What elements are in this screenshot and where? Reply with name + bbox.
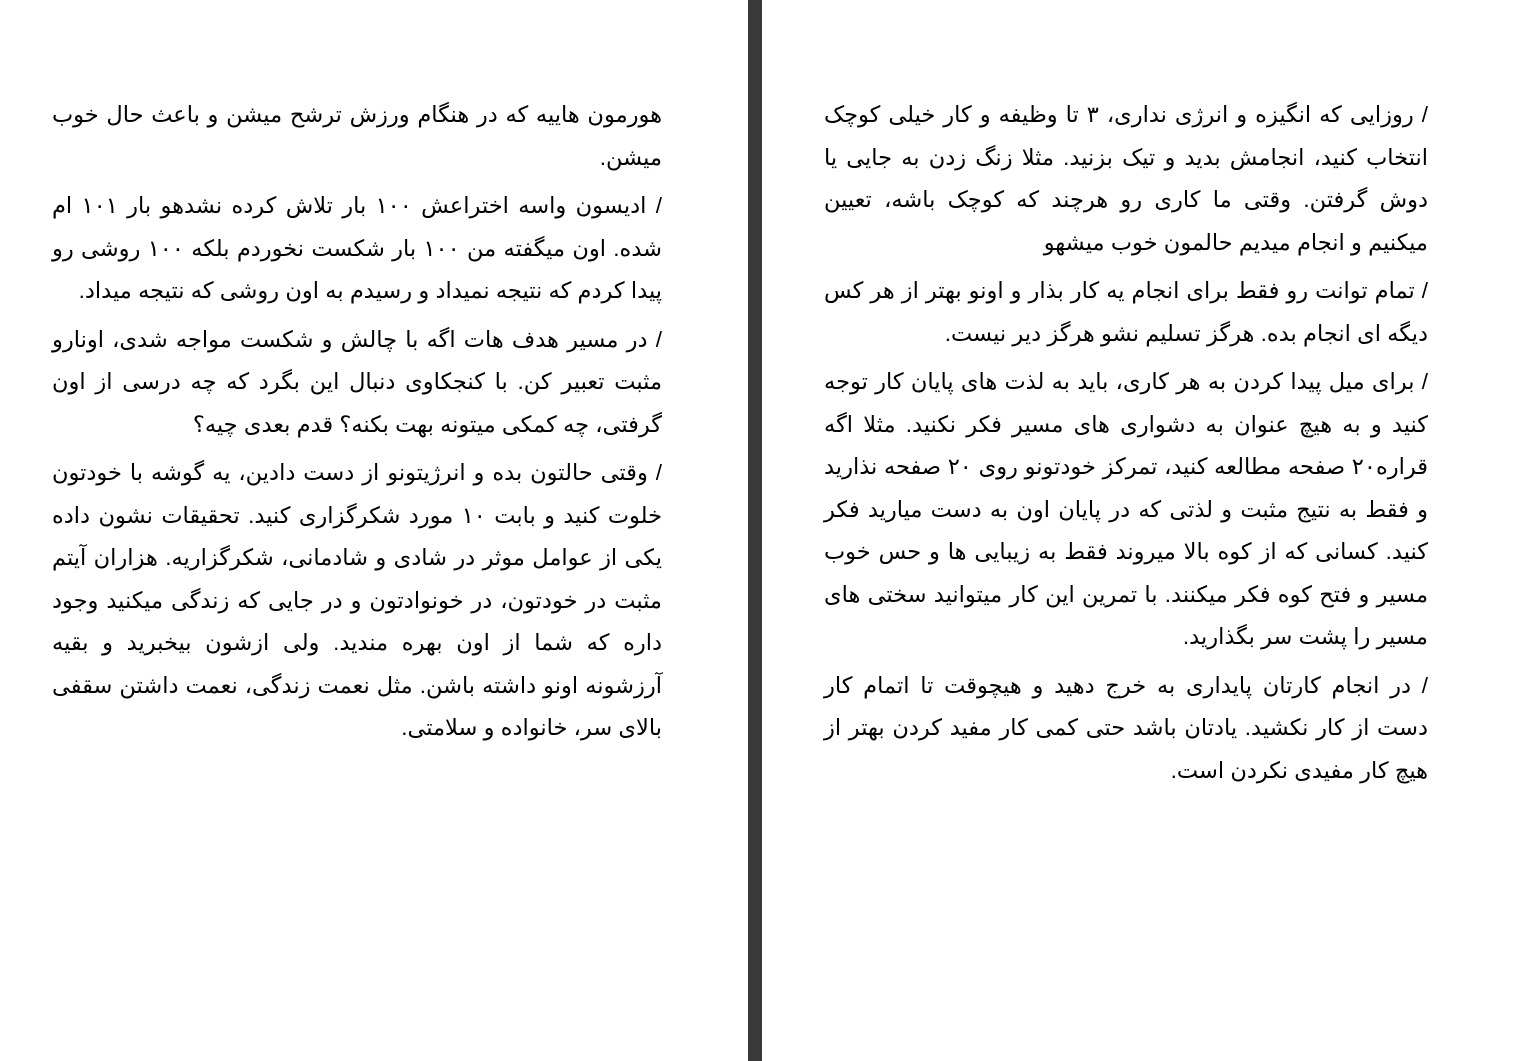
left-page: [0, 0, 748, 1061]
left-paragraph-4: / وقتی حالتون بده و انرژیتونو از دست دادین، یه گوشه با خودتون خلوت کنید و بابت ۱۰ مورد شکرگزاری کنید. تحقیقات نشون داده یکی از عوامل موثر در شادی و شادمانی، شکرگزاریه. هزاران آیتم مثبت در خودتون، در خونوادتون و در جایی که زندگی میکنید وجود داره که شما از اون بهره مندید. ولی ازشون بیخبرید و بقیه آرزشونه اونو داشته باشن. مثل نعمت زندگی، نعمت داشتن سقفی بالای سر، خانواده و سلامتی.: [52, 460, 663, 740]
left-paragraph-2: / ادیسون واسه اختراعش ۱۰۰ بار تلاش کرده نشدهو بار ۱۰۱ ام شده. اون میگفته من ۱۰۰ بار شکست نخوردم بلکه ۱۰۰ روشی رو پیدا کردم که نتیجه نمیداد و رسیدم به اون روشی که نتیجه میداد.: [52, 193, 663, 303]
right-paragraph-1: / روزایی که انگیزه و انرژی نداری، ۳ تا وظیفه و کار خیلی کوچک انتخاب کنید، انجامش بدید و تیک بزنید. مثلا زنگ زدن به جایی یا دوش گرفتن. وقتی ما کاری رو هرچند که کوچک باشه، تعیین میکنیم و انجام میدیم حالمون خوب میشهو: [824, 102, 1428, 255]
right-paragraph-3: / برای میل پیدا کردن به هر کاری، باید به لذت های پایان کار توجه کنید و به هیچ عنوان به دشواری های مسیر فکر نکنید. مثلا اگه قراره۲۰ صفحه مطالعه کنید، تمرکز خودتونو روی ۲۰ صفحه نذارید و فقط به نتیج مثبت و لذتی که در پایان اون به دست میارید فکر کنید. کسانی که از کوه بالا میروند فقط به زیبایی ها و حس خوب مسیر و فتح کوه فکر میکنند. با تمرین این کار میتوانید سختی های مسیر را پشت سر بگذارید.: [824, 369, 1429, 649]
right-paragraph-2: / تمام توانت رو فقط برای انجام یه کار بذار و اونو بهتر از هر کس دیگه ای انجام بده. هرگز تسلیم نشو هرگز دیر نیست.: [824, 278, 1428, 346]
page-gutter-divider: [748, 0, 762, 1061]
right-page-text: [824, 94, 1428, 798]
left-page-text: [52, 94, 662, 756]
right-page: [762, 0, 1513, 1061]
right-paragraph-4: / در انجام کارتان پایداری به خرج دهید و هیچوقت تا اتمام کار دست از کار نکشید. یادتان باشد حتی کمی کار مفید کردن بهتر از هیچ کار مفیدی نکردن است.: [824, 672, 1428, 783]
left-paragraph-3: / در مسیر هدف هات اگه با چالش و شکست مواجه شدی، اونارو مثبت تعبیر کن. با کنجکاوی دنبال این بگرد که چه درسی از اون گرفتی، چه کمکی میتونه بهت بکنه؟ قدم بعدی چیه؟: [52, 326, 662, 437]
left-paragraph-1: هورمون هاییه که در هنگام ورزش ترشح میشن و باعث حال خوب میشن.: [52, 102, 662, 170]
